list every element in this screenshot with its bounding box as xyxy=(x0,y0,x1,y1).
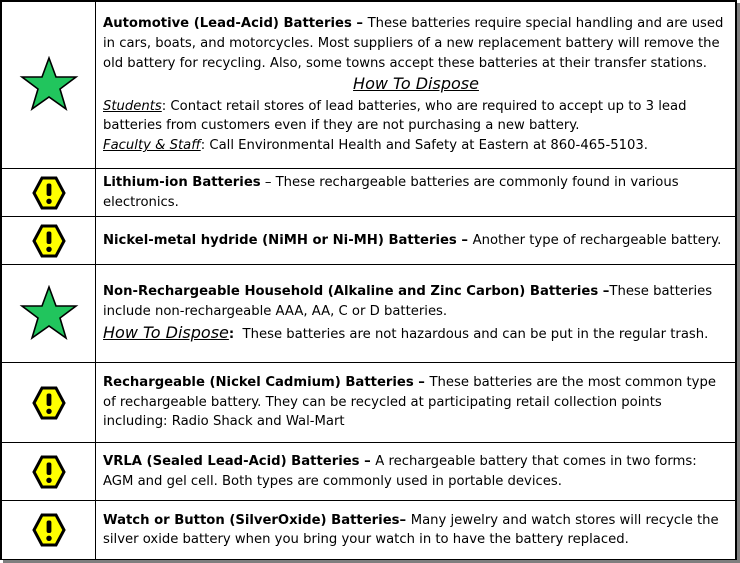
table-row-vrla xyxy=(2,443,736,501)
row-paragraph xyxy=(103,14,729,73)
battery-description: These rechargeable batteries are commonly found in various electronics. xyxy=(103,175,679,210)
faculty-paragraph xyxy=(103,136,729,156)
dispose-text: These batteries are not hazardous and can be put in the regular trash. xyxy=(234,327,709,343)
title-separator: – xyxy=(456,232,473,248)
title-separator: – xyxy=(413,375,430,391)
title-separator: – xyxy=(598,284,610,300)
title-separator: – xyxy=(351,16,368,32)
students-label: Students xyxy=(103,98,162,114)
students-paragraph xyxy=(103,97,729,136)
table-row-non-rechargeable xyxy=(2,265,736,363)
row-text xyxy=(96,169,736,217)
row-text xyxy=(96,265,736,363)
dispose-paragraph xyxy=(103,323,729,345)
battery-title: Lithium-ion Batteries xyxy=(103,175,261,190)
dispose-colon: : xyxy=(228,327,235,343)
battery-description: These batteries include non-rechargeable AAA, AA, C or D batteries. xyxy=(103,284,713,319)
star-icon xyxy=(2,285,95,343)
battery-title: VRLA (Sealed Lead-Acid) Batteries xyxy=(103,454,360,470)
battery-description: Another type of rechargeable battery. xyxy=(472,232,722,248)
icon-cell xyxy=(2,217,96,265)
battery-title: Nickel-metal hydride (NiMH or Ni-MH) Batteries xyxy=(103,232,457,248)
warning-icon xyxy=(2,176,95,210)
table-row-lithium-ion xyxy=(2,169,736,217)
students-text: : Contact retail stores of lead batteries, who are required to accept up to 3 lead batteries from customers even if they are not purchasing a new battery. xyxy=(103,98,687,134)
title-separator: – xyxy=(359,454,376,470)
faculty-text: : Call Environmental Health and Safety at Eastern at 860-465-5103. xyxy=(200,137,649,153)
battery-description: Many jewelry and watch stores will recycle the silver oxide battery when you bring your watch in to have the battery replaced. xyxy=(103,512,719,548)
star-icon xyxy=(2,56,95,114)
warning-icon xyxy=(2,224,95,258)
table-row-automotive xyxy=(2,2,736,169)
icon-cell xyxy=(2,2,96,169)
row-text xyxy=(96,363,736,443)
how-to-dispose-heading-wrap xyxy=(103,74,729,96)
title-separator: – xyxy=(399,512,411,528)
row-paragraph xyxy=(103,282,729,321)
battery-title: Watch or Button (SilverOxide) Batteries xyxy=(103,512,400,528)
row-paragraph xyxy=(103,452,729,491)
row-text xyxy=(96,2,736,169)
row-paragraph xyxy=(103,511,729,550)
row-paragraph xyxy=(103,373,729,432)
warning-icon xyxy=(2,386,95,420)
warning-icon xyxy=(2,513,95,547)
icon-cell xyxy=(2,443,96,501)
table-row-nimh xyxy=(2,217,736,265)
icon-cell xyxy=(2,501,96,560)
battery-description: These batteries are the most common type of rechargeable battery. They can be recycled at participating retail collection points including: Radio Shack and Wal-Mart xyxy=(103,375,716,430)
battery-table xyxy=(1,1,736,560)
icon-cell xyxy=(2,169,96,217)
battery-title: Non-Rechargeable Household (Alkaline and Zinc Carbon) Batteries xyxy=(103,284,599,300)
how-to-dispose-heading: How To Dispose xyxy=(103,323,229,343)
row-text xyxy=(96,501,736,560)
row-text xyxy=(96,217,736,265)
table-row-nickel-cadmium xyxy=(2,363,736,443)
faculty-label: Faculty & Staff xyxy=(103,137,201,153)
row-text xyxy=(96,443,736,501)
row-paragraph xyxy=(103,173,729,212)
row-paragraph xyxy=(103,231,729,251)
table-row-watch-button xyxy=(2,501,736,560)
icon-cell xyxy=(2,363,96,443)
how-to-dispose-heading: How To Dispose xyxy=(353,74,479,94)
battery-description: These batteries require special handling and are used in cars, boats, and motorcycles. Most suppliers of a new replacement battery will remove the old battery for recycling. Also, some towns accept these batteries at their transfer stations. xyxy=(103,16,724,71)
battery-title: Automotive (Lead-Acid) Batteries xyxy=(103,16,352,32)
title-separator: – xyxy=(260,175,276,190)
warning-icon xyxy=(2,455,95,489)
icon-cell xyxy=(2,265,96,363)
battery-title: Rechargeable (Nickel Cadmium) Batteries xyxy=(103,375,414,391)
battery-description: A rechargeable battery that comes in two forms: AGM and gel cell. Both types are commonly used in portable devices. xyxy=(103,454,697,489)
